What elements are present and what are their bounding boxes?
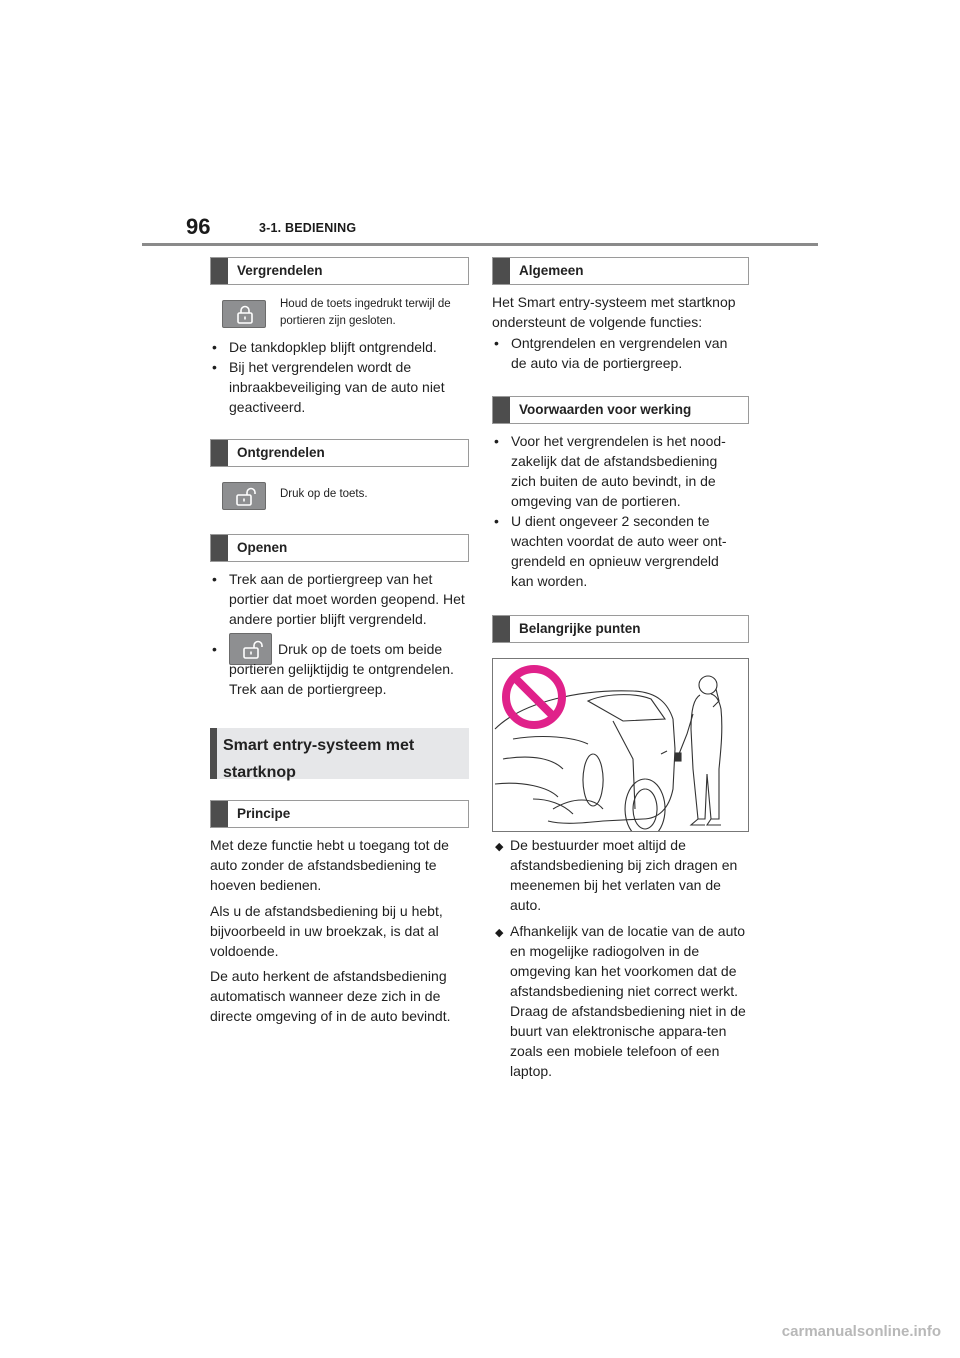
algemeen-text: Het Smart entry-systeem met startknop ondersteunt de volgende functies: [492,294,736,330]
point-text: Afhankelijk van de locatie van de auto en mogelijke radiogolven in de omgeving kan het voorkomen dat de afstandsbediening niet correct werkt. Draag de afstandsbediening niet in de buurt van elektronische appara-ten zoals een mobiele telefoon of een laptop. [510,923,746,1079]
paragraph: Als u de afstandsbediening bij u hebt, bijvoorbeeld in uw broekzak, is dat al voldoende. [210,903,443,959]
list-item: • Druk op de toets om beide portieren gelijktijdig te ontgrendelen. Trek aan de portiergreep. [212,639,472,703]
heading-belangrijk: Belangrijke punten [492,615,749,643]
lock-button [222,300,266,328]
heading-smart-entry: Smart entry-systeem met startknop [210,728,469,779]
heading-principe: Principe [210,800,469,828]
heading-openen: Openen [210,534,469,562]
list-item: • Trek aan de portiergreep van het portier dat moet worden geopend. Het andere portier blijft vergrendeld. [212,571,465,627]
list-item: • U dient ongeveer 2 seconden te wachten voordat de auto weer ont-grendeld en opnieuw vergrendeld kan worden. [494,513,727,589]
page-number: 96 [186,214,211,239]
list-item: • Voor het vergrendelen is het nood-zakelijk dat de afstandsbediening zich buiten de auto bevindt, in de omgeving van de portieren. [494,433,726,509]
list-item: • De tankdopklep blijft ontgrendeld. [212,339,437,355]
car-illustration [492,658,749,832]
list-item: • Ontgrendelen en vergrendelen van de auto via de portiergreep. [494,335,728,371]
header-rule [142,243,818,246]
lock-open-icon [235,487,257,507]
vergrendelen-note: Houd de toets ingedrukt terwijl de portieren zijn gesloten. [280,298,451,327]
point-text: De bestuurder moet altijd de afstandsbediening bij zich dragen en meenemen bij het verlaten van de auto. [510,837,738,913]
diamond-bullet-icon: ◆ [495,841,504,853]
paragraph: De auto herkent de afstandsbediening automatisch wanneer deze zich in de directe omgeving of in de auto bevindt. [210,968,451,1024]
diamond-bullet-icon: ◆ [495,927,504,939]
ontgrendelen-note: Druk op de toets. [280,488,368,500]
heading-voorwaarden: Voorwaarden voor werking [492,396,749,424]
heading-vergrendelen: Vergrendelen [210,257,469,285]
watermark: carmanualsonline.info [781,1323,941,1340]
heading-algemeen: Algemeen [492,257,749,285]
unlock-button [222,482,266,510]
prohibition-icon [506,669,562,725]
lock-closed-icon [235,305,255,325]
list-item: • Bij het vergrendelen wordt de inbraakbeveiliging van de auto niet geactiveerd. [212,359,445,415]
section-title: 3-1. BEDIENING [259,221,357,235]
heading-ontgrendelen: Ontgrendelen [210,439,469,467]
paragraph: Met deze functie hebt u toegang tot de auto zonder de afstandsbediening te hoeven bedienen. [210,837,449,893]
